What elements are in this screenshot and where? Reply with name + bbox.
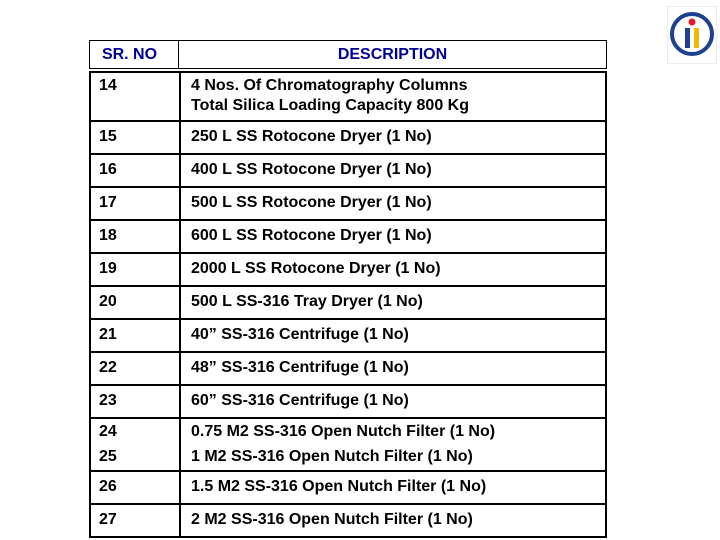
description-text: 500 L SS-316 Tray Dryer (1 No) [191,293,423,310]
sr-no-text: 19 [99,260,117,277]
table-row [90,121,606,154]
description-text: 60” SS-316 Centrifuge (1 No) [191,392,409,409]
table-row [90,385,606,418]
table-row [90,72,606,121]
sr-no-cell [90,504,180,537]
description-cell [180,220,606,253]
sr-no-cell [90,154,180,187]
description-cell [180,72,606,121]
sr-no-text: 18 [99,227,117,244]
table-row [90,504,606,537]
sr-no-text: 25 [99,448,117,465]
company-logo-icon [667,6,717,64]
sr-no-cell [90,72,180,121]
sr-no-text: 22 [99,359,117,376]
description-text: 250 L SS Rotocone Dryer (1 No) [191,128,432,145]
sr-no-cell [90,187,180,220]
description-text: 0.75 M2 SS-316 Open Nutch Filter (1 No) [191,423,496,440]
description-text: 2 M2 SS-316 Open Nutch Filter (1 No) [191,511,473,528]
sr-no-text: 26 [99,478,117,495]
table-row [90,471,606,504]
sr-no-text: 14 [99,77,117,94]
sr-no-cell [90,471,180,504]
sr-no-text: 15 [99,128,117,145]
sr-no-cell [90,385,180,418]
sr-no-text: 21 [99,326,117,343]
description-text: 48” SS-316 Centrifuge (1 No) [191,359,409,376]
header-sr-no: SR. NO [89,40,169,69]
description-text: 1.5 M2 SS-316 Open Nutch Filter (1 No) [191,478,487,495]
description-cell [180,504,606,537]
description-text: 40” SS-316 Centrifuge (1 No) [191,326,409,343]
description-text: 4 Nos. Of Chromatography Columns [191,77,468,94]
sr-no-cell [90,253,180,286]
description-cell [180,253,606,286]
description-text: 2000 L SS Rotocone Dryer (1 No) [191,260,441,277]
equipment-table [89,40,607,528]
table-row [90,352,606,385]
table-body [89,71,607,538]
sr-no-cell [90,319,180,352]
table-row [90,187,606,220]
table-row [90,253,606,286]
sr-no-text: 27 [99,511,117,528]
sr-no-cell [90,418,180,471]
sr-no-cell [90,220,180,253]
header-divider [169,40,178,69]
sr-no-text: 23 [99,392,117,409]
description-text: Total Silica Loading Capacity 800 Kg [191,97,469,114]
table-row [90,154,606,187]
table-row [90,220,606,253]
description-text: 600 L SS Rotocone Dryer (1 No) [191,227,432,244]
sr-no-text: 24 [99,423,117,440]
sr-no-text: 17 [99,194,117,211]
table-row [90,286,606,319]
table-row [90,418,606,471]
description-cell [180,352,606,385]
description-text: 500 L SS Rotocone Dryer (1 No) [191,194,432,211]
sr-no-cell [90,121,180,154]
description-text: 400 L SS Rotocone Dryer (1 No) [191,161,432,178]
header-description: DESCRIPTION [178,40,607,69]
description-cell [180,187,606,220]
description-cell [180,286,606,319]
sr-no-cell [90,352,180,385]
sr-no-text: 16 [99,161,117,178]
description-cell [180,418,606,471]
description-cell [180,471,606,504]
sr-no-text: 20 [99,293,117,310]
description-cell [180,121,606,154]
description-cell [180,154,606,187]
table-header [89,40,607,71]
description-cell [180,385,606,418]
description-text: 1 M2 SS-316 Open Nutch Filter (1 No) [191,448,473,465]
table-row [90,319,606,352]
description-cell [180,319,606,352]
sr-no-cell [90,286,180,319]
